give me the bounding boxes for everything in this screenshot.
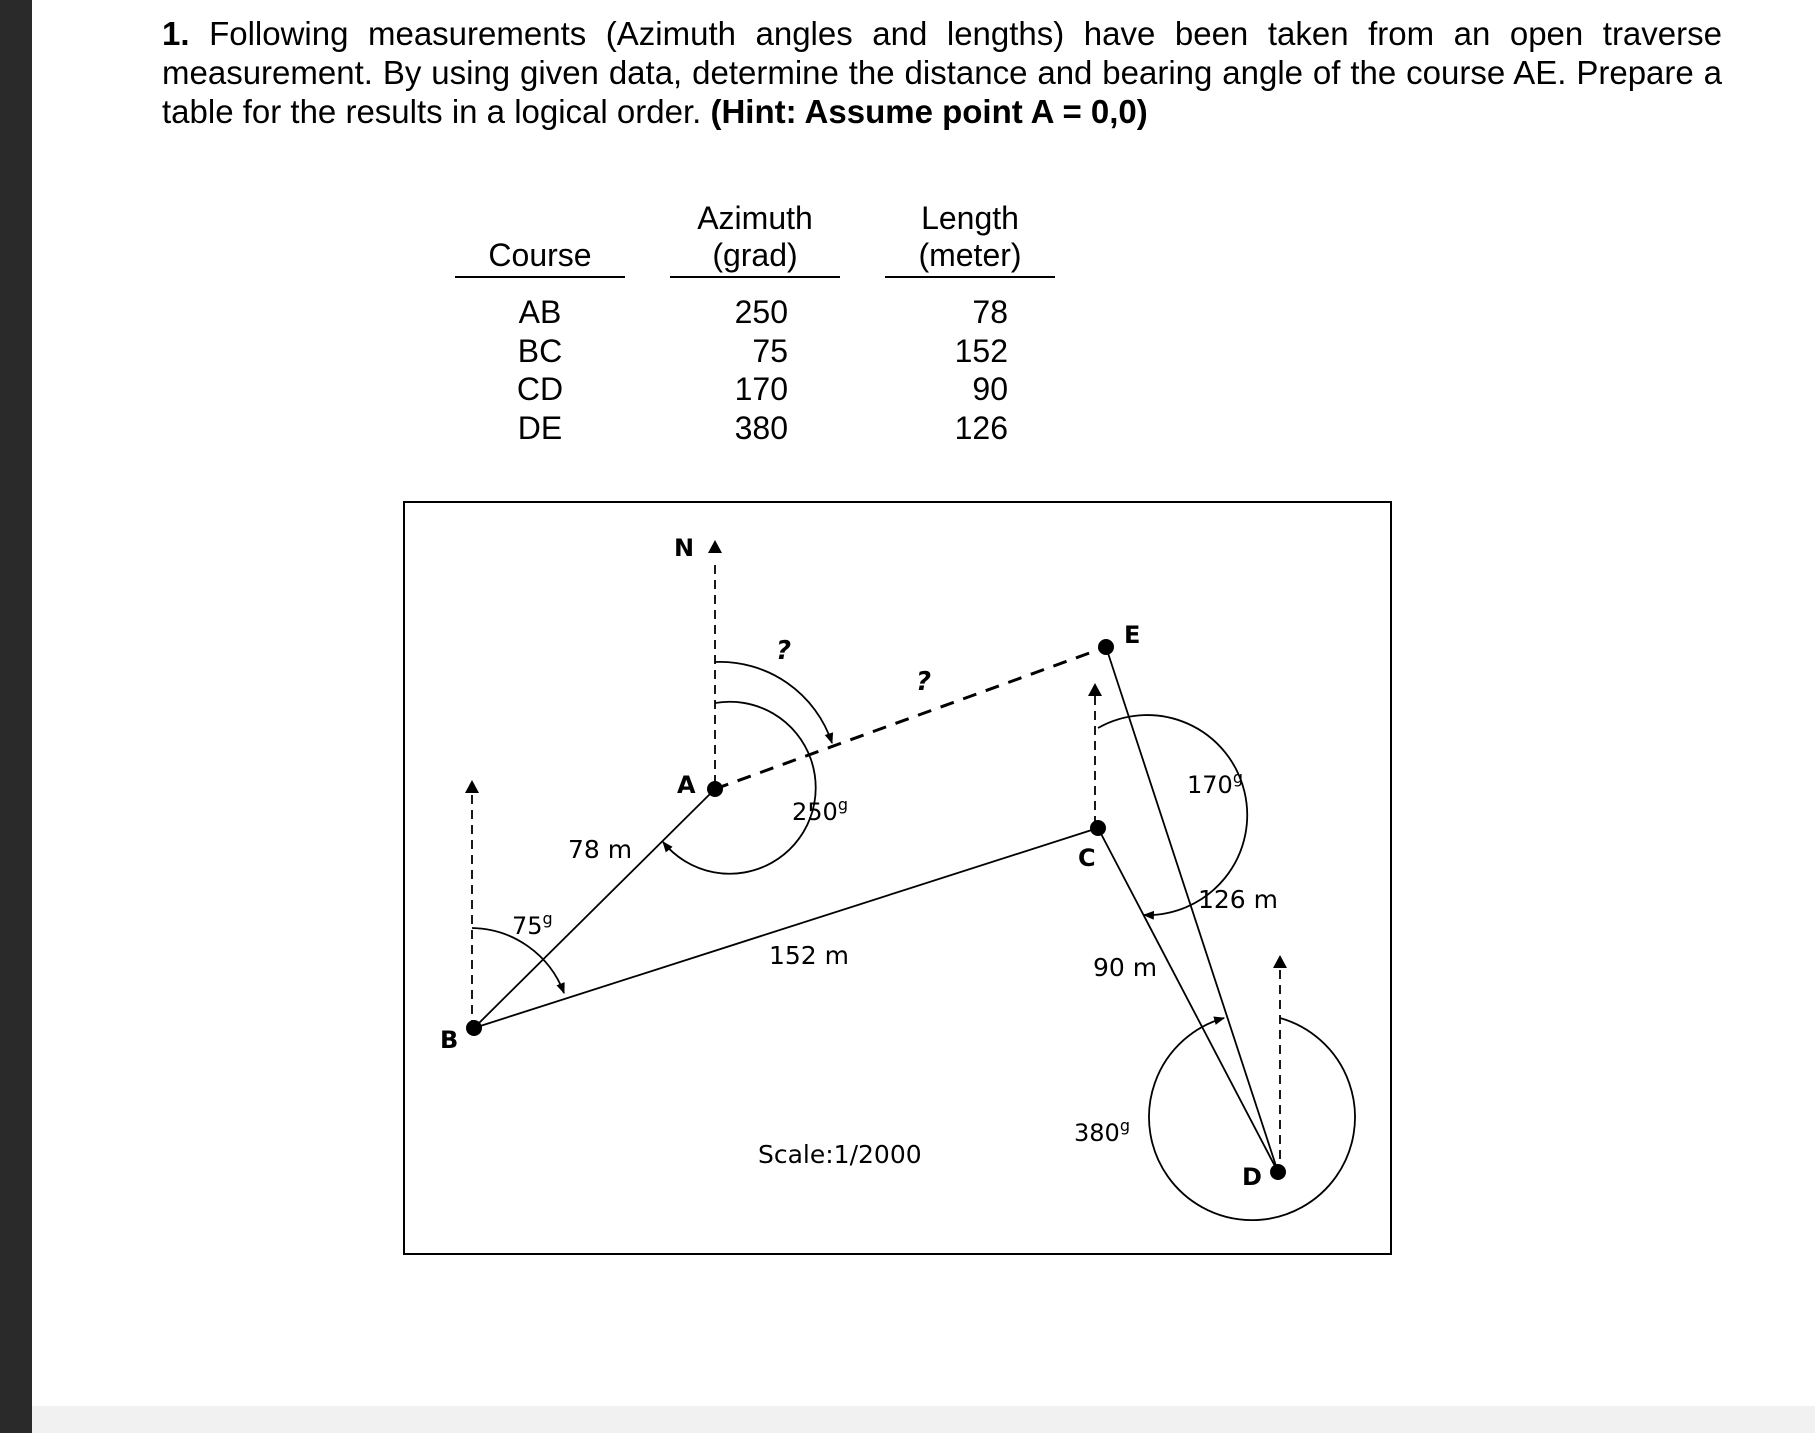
- length-cell: 78: [972, 294, 1008, 330]
- azimuth-cell: 75: [752, 332, 788, 369]
- point-e: [1098, 639, 1114, 655]
- angle-de-label: 380$^g$: [1074, 1116, 1130, 1147]
- north-arrow-a-icon: [708, 540, 722, 553]
- course-cell: BC: [517, 332, 563, 369]
- course-cell: AB: [518, 294, 562, 330]
- azimuth-cell: 170: [734, 371, 788, 407]
- north-arrow-b-icon: [465, 780, 479, 793]
- header-course: Course: [455, 200, 625, 278]
- course-ae-dashed-line: [715, 647, 1106, 789]
- course-cell: CD: [516, 371, 564, 407]
- point-b: [466, 1020, 482, 1036]
- length-ab-label: 78 m: [568, 835, 633, 864]
- angle-bc-label: 75$^g$: [512, 909, 553, 940]
- north-label: N: [674, 534, 695, 562]
- scale-label: Scale:1/2000: [758, 1140, 922, 1169]
- north-arrow-c-icon: [1088, 683, 1102, 696]
- north-arrow-d-icon: [1273, 955, 1287, 968]
- question-hint: (Hint: Assume point A = 0,0): [710, 93, 1148, 130]
- question-body: Following measurements (Azimuth angles and lengths) have been taken from an open traverse measurement. By using given data, determine the distance and bearing angle of the course AE. Prepare a table for the results in a logical order.: [162, 15, 1722, 130]
- point-c: [1090, 820, 1106, 836]
- label-b: B: [440, 1026, 459, 1054]
- length-de-label: 126 m: [1198, 885, 1279, 914]
- length-bc-label: 152 m: [769, 941, 850, 970]
- question-number: 1.: [162, 15, 190, 52]
- angle-ab-label: 250$^g$: [792, 795, 848, 826]
- label-c: C: [1078, 844, 1096, 872]
- course-cell: DE: [517, 409, 563, 446]
- length-cd-label: 90 m: [1093, 953, 1158, 982]
- azimuth-cell: 380: [734, 409, 788, 446]
- length-cell: 90: [972, 371, 1008, 407]
- length-cell: 152: [954, 332, 1008, 369]
- label-a: A: [677, 771, 696, 799]
- point-d: [1270, 1164, 1286, 1180]
- unknown-distance-label: ?: [916, 667, 932, 697]
- label-e: E: [1124, 621, 1141, 649]
- course-ab-line: [474, 789, 715, 1028]
- header-length: Length (meter): [885, 200, 1055, 278]
- header-azimuth: Azimuth (grad): [670, 200, 840, 278]
- point-a: [707, 781, 723, 797]
- unknown-azimuth-label: ?: [776, 636, 792, 666]
- length-cell: 126: [954, 409, 1008, 446]
- angle-cd-label: 170$^g$: [1187, 768, 1243, 799]
- label-d: D: [1242, 1163, 1262, 1191]
- azimuth-cell: 250: [734, 294, 788, 330]
